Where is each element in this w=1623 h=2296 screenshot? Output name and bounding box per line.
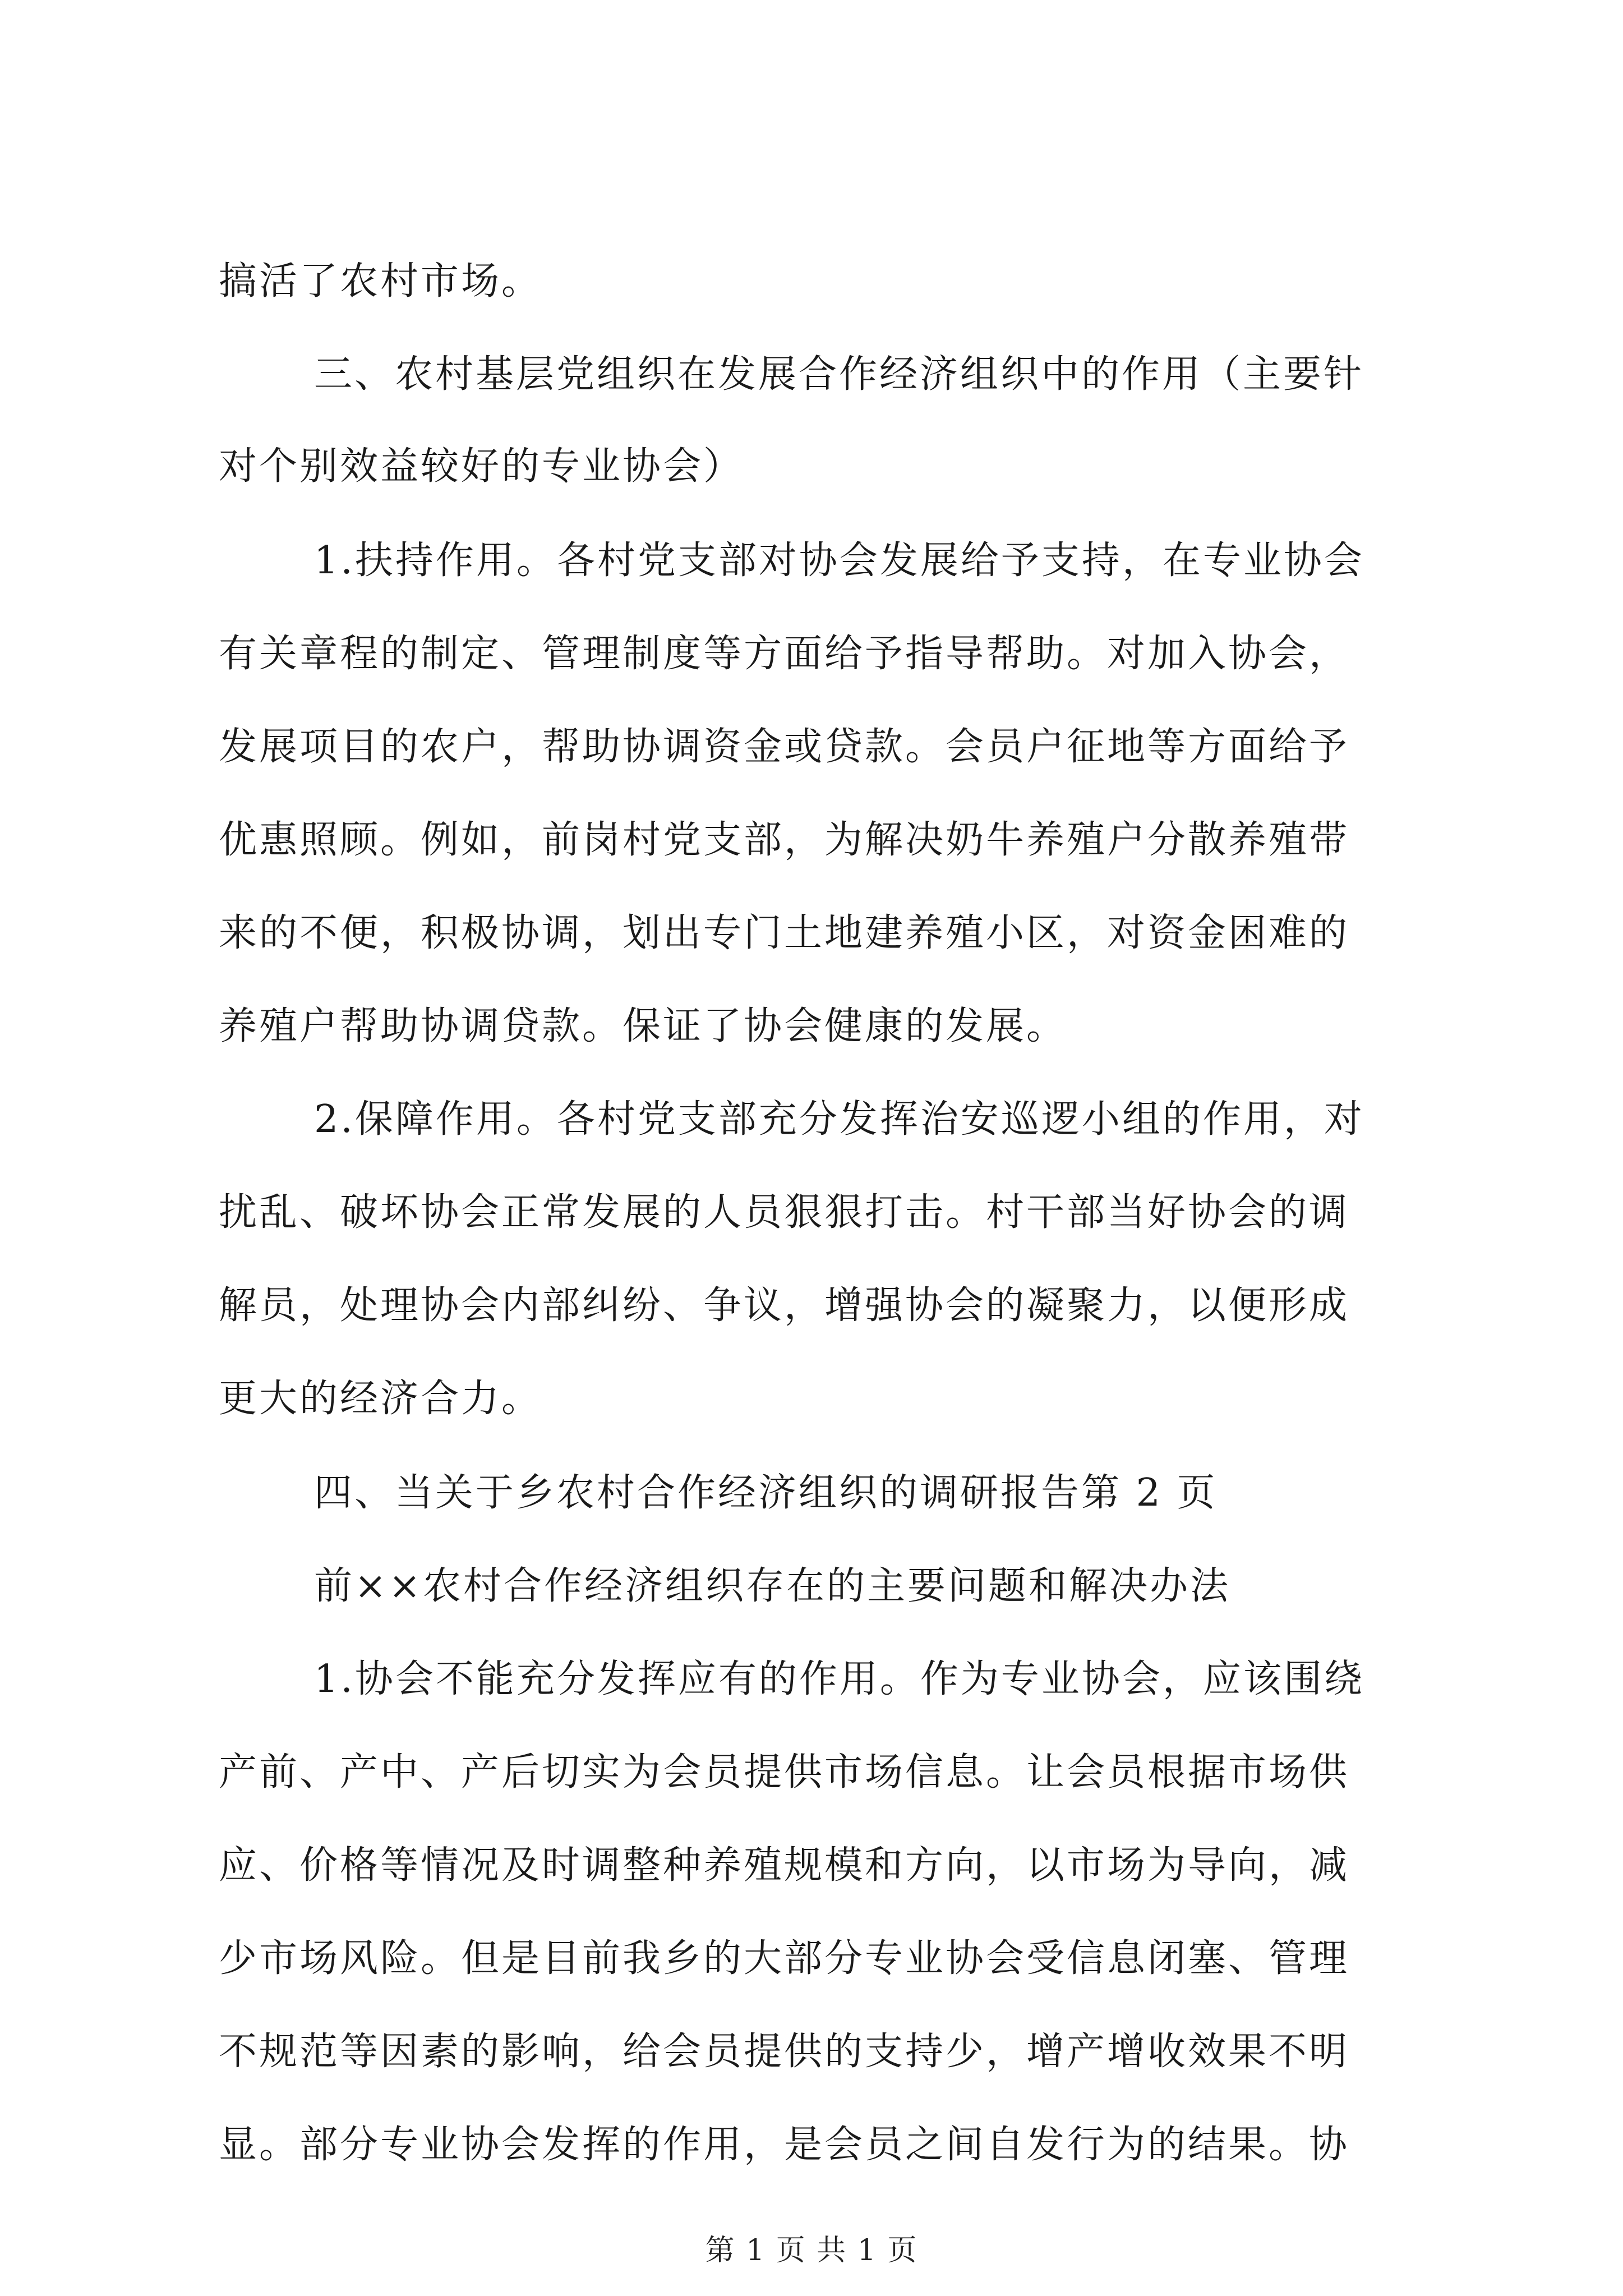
section-heading: 三、农村基层党组织在发展合作经济组织中的作用（主要针 [314,352,1364,397]
section-heading-continued: 前××农村合作经济组织存在的主要问题和解决办法 [314,1564,1230,1608]
page-number-footer: 第 1 页 共 1 页 [705,2234,918,2267]
paragraph-line: 显。部分专业协会发挥的作用，是会员之间自发行为的结果。协 [219,2123,1350,2167]
paragraph-line: 解员，处理协会内部纠纷、争议，增强协会的凝聚力，以便形成 [219,1283,1350,1328]
paragraph-line: 来的不便，积极协调，划出专门土地建养殖小区，对资金困难的 [219,911,1350,955]
paragraph-line: 应、价格等情况及时调整种养殖规模和方向，以市场为导向，减 [219,1843,1350,1888]
paragraph-line: 养殖户帮助协调贷款。保证了协会健康的发展。 [219,1004,1067,1048]
section-heading-continued: 对个别效益较好的专业协会） [219,444,744,489]
paragraph-line: 更大的经济合力。 [219,1377,542,1421]
paragraph-line: 扰乱、破坏协会正常发展的人员狠狠打击。村干部当好协会的调 [219,1190,1350,1235]
section-heading: 四、当关于乡农村合作经济组织的调研报告第 2 页 [314,1471,1218,1515]
paragraph-line: 2.保障作用。各村党支部充分发挥治安巡逻小组的作用，对 [314,1097,1364,1142]
paragraph-line: 1.扶持作用。各村党支部对协会发展给予支持，在专业协会 [314,539,1364,583]
paragraph-line: 不规范等因素的影响，给会员提供的支持少，增产增收效果不明 [219,2030,1350,2074]
paragraph-line: 发展项目的农户，帮助协调资金或贷款。会员户征地等方面给予 [219,725,1350,769]
paragraph-line: 少市场风险。但是目前我乡的大部分专业协会受信息闭塞、管理 [219,1936,1350,1981]
paragraph-line: 有关章程的制定、管理制度等方面给予指导帮助。对加入协会， [219,632,1350,676]
paragraph-line: 1.协会不能充分发挥应有的作用。作为专业协会，应该围绕 [314,1657,1364,1701]
paragraph-line: 优惠照顾。例如，前岗村党支部，为解决奶牛养殖户分散养殖带 [219,818,1350,862]
paragraph-line: 产前、产中、产后切实为会员提供市场信息。让会员根据市场供 [219,1750,1350,1795]
text-line: 搞活了农村市场。 [219,259,542,303]
